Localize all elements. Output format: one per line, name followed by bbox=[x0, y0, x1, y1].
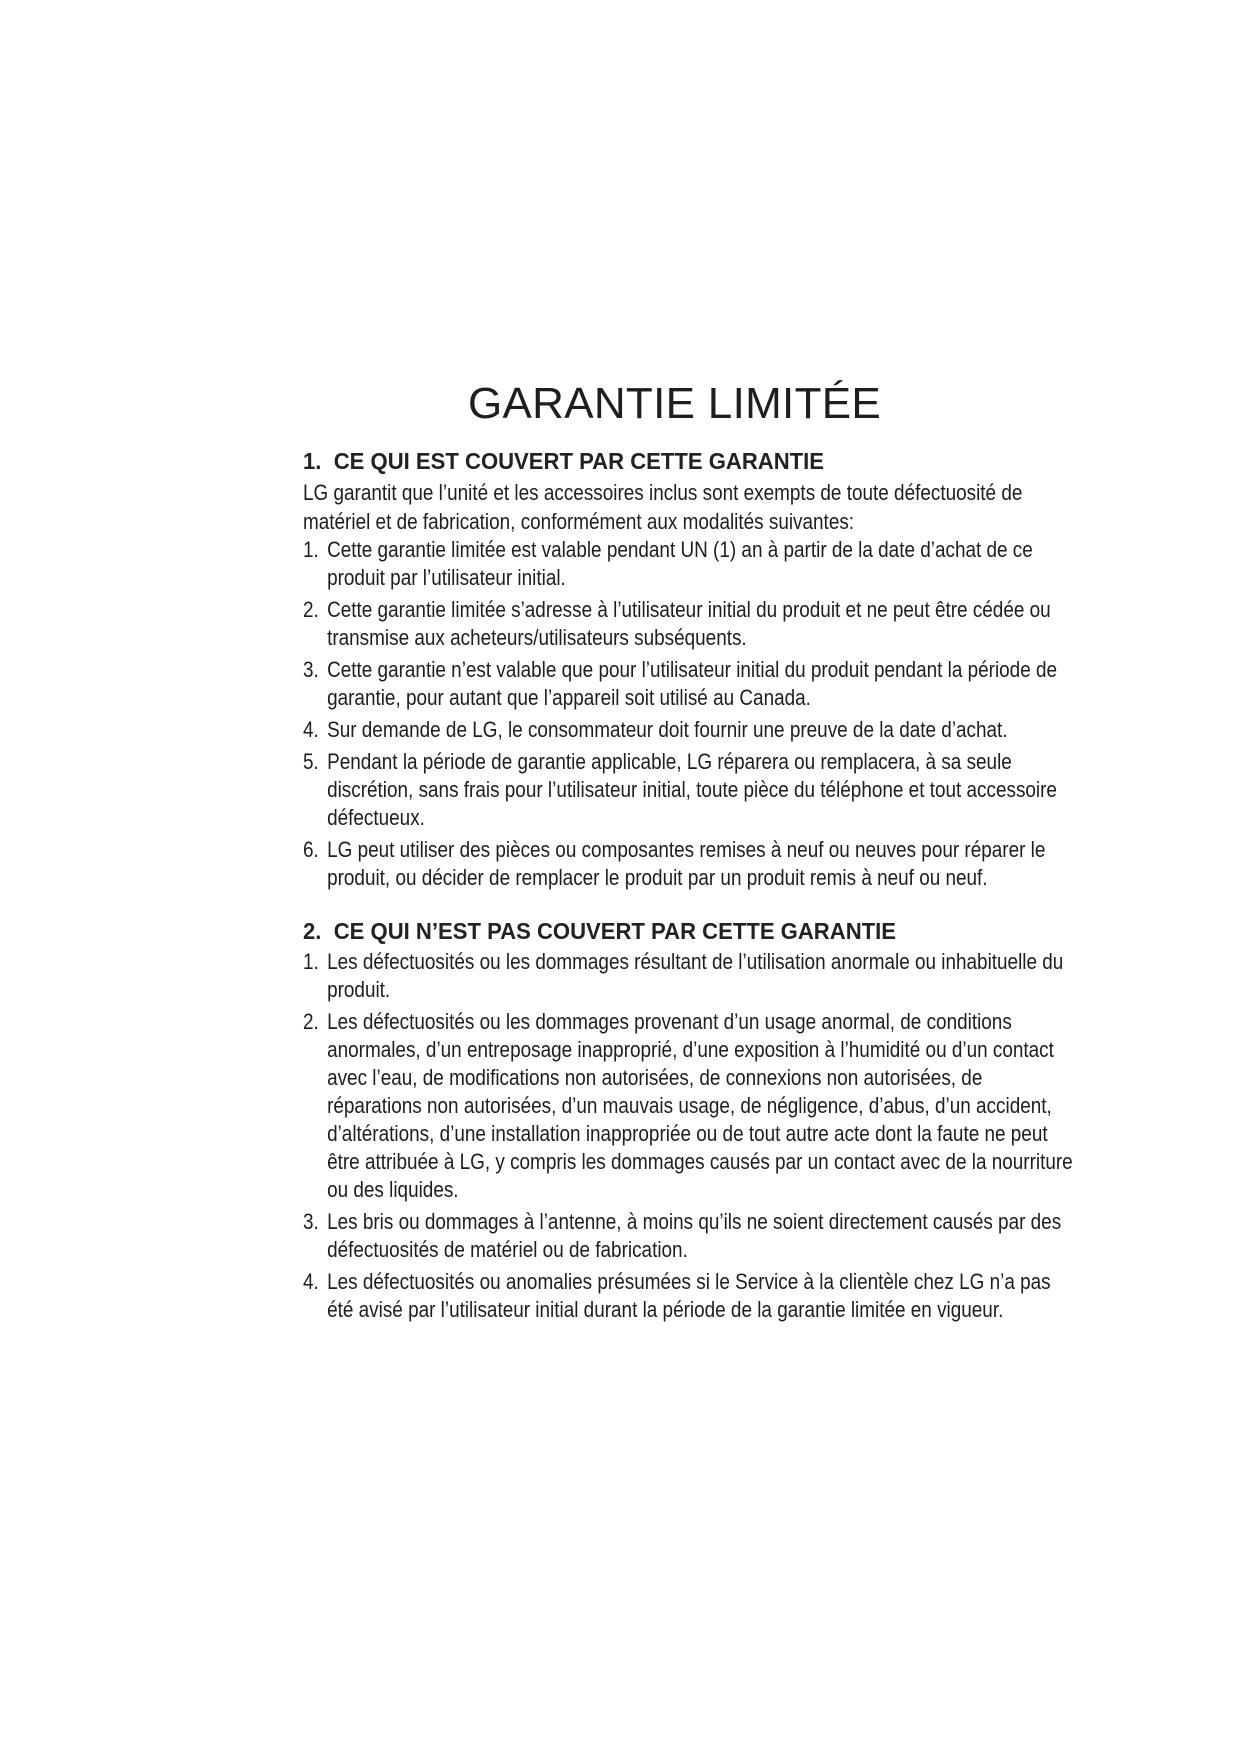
section-1-intro: LG garantit que l’unité et les accessoires inclus sont exempts de toute défectuosité de matériel et de fabrication, conformément aux modalités suivantes: bbox=[303, 480, 1023, 534]
list-item bbox=[303, 748, 1080, 832]
list-item-text: Cette garantie n’est valable que pour l’utilisateur initial du produit pendant la période de garantie, pour autant que l’appareil soit utilisé au Canada. bbox=[327, 657, 1058, 710]
list-item bbox=[303, 656, 1080, 712]
list-item-text: Sur demande de LG, le consommateur doit fournir une preuve de la date d’achat. bbox=[327, 717, 1008, 742]
list-item-number: 4. bbox=[303, 717, 319, 742]
list-item-text: Les bris ou dommages à l’antenne, à moins qu’ils ne soient directement causés par des défectuosités de matériel ou de fabrication. bbox=[327, 1209, 1062, 1262]
list-item-number: 6. bbox=[303, 837, 319, 862]
section-2-list bbox=[303, 948, 1073, 1324]
list-item bbox=[303, 596, 1080, 652]
list-item-text: Pendant la période de garantie applicable, LG réparera ou remplacera, à sa seule discrétion, sans frais pour l’utilisateur initial, toute pièce du téléphone et tout accessoire défectueux. bbox=[327, 749, 1057, 830]
list-item bbox=[303, 536, 1080, 592]
list-item-number: 1. bbox=[303, 949, 319, 974]
section-2-title: CE QUI N’EST PAS COUVERT PAR CETTE GARANTIE bbox=[333, 918, 896, 944]
list-item-text: LG peut utiliser des pièces ou composantes remises à neuf ou neuves pour réparer le produit, ou décider de remplacer le produit par un produit remis à neuf ou neuf. bbox=[327, 837, 1046, 890]
list-item bbox=[303, 836, 1080, 892]
list-item bbox=[303, 716, 1080, 744]
section-1-number: 1. bbox=[303, 448, 322, 474]
list-item-text: Les défectuosités ou les dommages résultant de l’utilisation anormale ou inhabituelle du produit. bbox=[327, 949, 1064, 1002]
list-item bbox=[303, 1008, 1080, 1204]
list-item-number: 2. bbox=[303, 597, 319, 622]
section-1-heading bbox=[303, 444, 1042, 478]
page-title: GARANTIE LIMITÉE bbox=[467, 379, 882, 428]
list-item-text: Les défectuosités ou les dommages provenant d’un usage anormal, de conditions anormales, d’un entreposage inapproprié, d’une exposition à l’humidité ou d’un contact avec l’eau, de modifications non autorisées, de connexions non autorisées, de réparations non autorisées, d’un mauvais usage, de négligence, d’abus, d’un accident, d’altérations, d’une installation inappropriée ou de tout autre acte dont la faute ne peut être attribuée à LG, y compris les dommages causés par un contact avec de la nourriture ou des liquides. bbox=[327, 1009, 1073, 1202]
list-item-text: Cette garantie limitée est valable pendant UN (1) an à partir de la date d’achat de ce produit par l’utilisateur initial. bbox=[327, 537, 1033, 590]
list-item-number: 1. bbox=[303, 537, 319, 562]
list-item-number: 4. bbox=[303, 1269, 319, 1294]
section-2-number: 2. bbox=[303, 918, 322, 944]
list-item-number: 5. bbox=[303, 749, 319, 774]
list-item-text: Les défectuosités ou anomalies présumées si le Service à la clientèle chez LG n’a pas été avisé par l’utilisateur initial durant la période de la garantie limitée en vigueur. bbox=[327, 1269, 1051, 1322]
list-item-number: 3. bbox=[303, 657, 319, 682]
list-item bbox=[303, 948, 1080, 1004]
list-item bbox=[303, 1268, 1080, 1324]
warranty-content bbox=[303, 444, 1073, 1328]
section-1-title: CE QUI EST COUVERT PAR CETTE GARANTIE bbox=[333, 448, 825, 474]
list-item-number: 2. bbox=[303, 1009, 319, 1034]
list-item-number: 3. bbox=[303, 1209, 319, 1234]
list-item bbox=[303, 1208, 1080, 1264]
section-1-list bbox=[303, 536, 1073, 892]
list-item-text: Cette garantie limitée s’adresse à l’utilisateur initial du produit et ne peut être cédée ou transmise aux acheteurs/utilisateurs subséquents. bbox=[327, 597, 1051, 650]
section-2-heading bbox=[303, 914, 1042, 948]
